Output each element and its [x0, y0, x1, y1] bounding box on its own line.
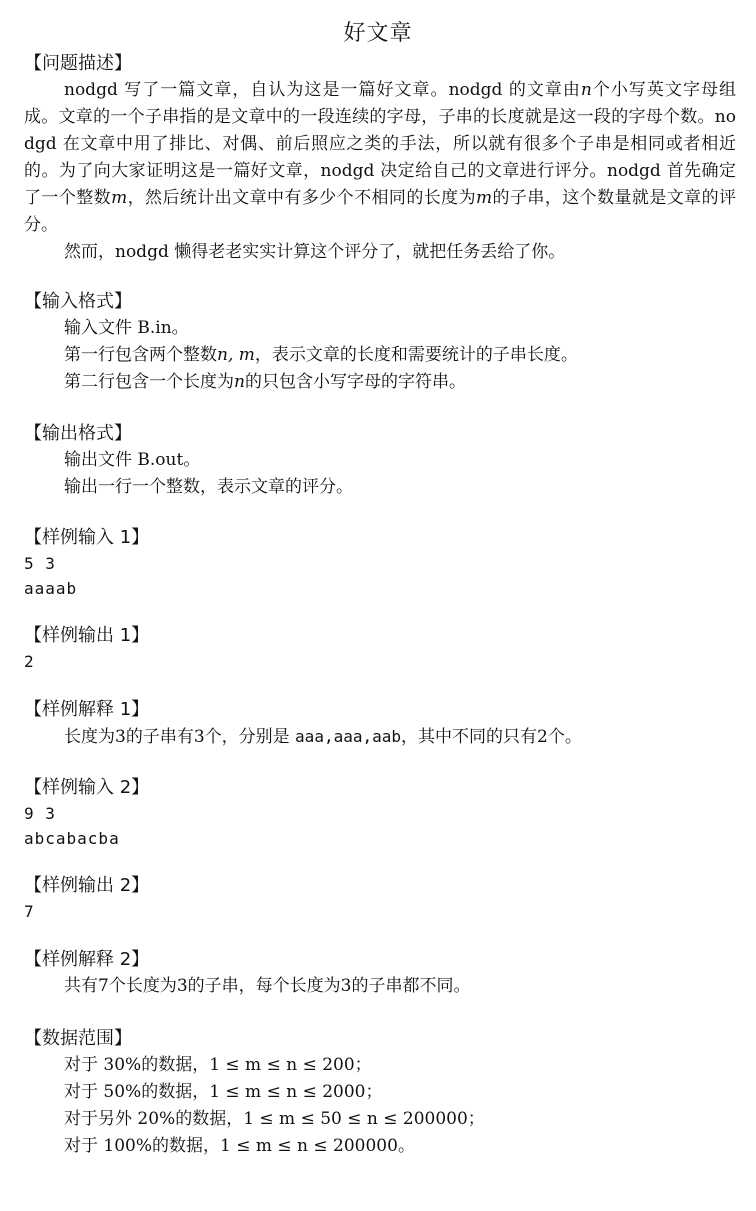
var-m-2: m: [476, 188, 493, 208]
input-line-2-desc: [24, 369, 736, 396]
input-line-1-text-b: ，表示文章的长度和需要统计的子串长度。: [254, 345, 578, 365]
description-text-d: 的子串，这个数量就是文章的评分。: [24, 188, 737, 235]
input-line-2-text-b: 的只包含小写字母的字符串。: [244, 372, 466, 392]
data-range-heading: 【数据范围】: [24, 1028, 132, 1049]
sample-output-1-line-1: 2: [24, 652, 35, 671]
input-file-line: 输入文件 B.in。: [64, 318, 189, 338]
sample-output-1-section: [24, 622, 736, 674]
input-format-heading: 【输入格式】: [24, 291, 132, 312]
var-n: n: [580, 80, 592, 100]
sample-input-2-heading: 【样例输入 2】: [24, 777, 150, 798]
data-range-line-3: 对于另外 20%的数据，1 ≤ m ≤ 50 ≤ n ≤ 200000；: [64, 1109, 485, 1129]
output-format-section: [24, 420, 736, 501]
data-range-line-2: 对于 50%的数据，1 ≤ m ≤ n ≤ 2000；: [64, 1082, 383, 1102]
input-line-1-desc: [24, 342, 736, 369]
description-heading: 【问题描述】: [24, 53, 132, 74]
page-title: 好文章: [343, 21, 413, 46]
sample-input-1-section: [24, 524, 736, 601]
sample-output-1-heading: 【样例输出 1】: [24, 625, 150, 646]
sample-explain-1-text-a: 长度为3的子串有3个，分别是: [64, 727, 296, 747]
input-line-2-var: n: [234, 372, 245, 392]
data-range-line-4: 对于 100%的数据，1 ≤ m ≤ n ≤ 200000。: [64, 1136, 415, 1156]
sample-input-2-section: [24, 774, 736, 851]
sample-output-2-section: [24, 872, 736, 924]
description-text-b: 个小写英文字母组成。文章的一个子串指的是文章中的一段连续的字母，子串的长度就是这一段的字母个数。nodgd 在文章中用了排比、对偶、前后照应之类的手法，所以就有很多个子串是相同或者相近的。为了向大家证明这是一篇好文章，nodgd 决定给自己的文章进行评分。nodgd 首先确定了一个整数: [24, 80, 737, 208]
sample-input-1-line-1: 5 3: [24, 554, 56, 573]
input-format-section: [24, 288, 736, 396]
sample-explain-1-text-b: ，其中不同的只有2个。: [401, 727, 582, 747]
sample-input-2-line-1: 9 3: [24, 804, 56, 823]
sample-explain-1-code: aaa,aaa,aab: [295, 727, 402, 746]
description-paragraph-2: 然而，nodgd 懒得老老实实计算这个评分了，就把任务丢给了你。: [64, 242, 566, 262]
input-line-1-text-a: 第一行包含两个整数: [64, 345, 217, 365]
data-range-line-1: 对于 30%的数据，1 ≤ m ≤ n ≤ 200；: [64, 1055, 372, 1075]
description-paragraph-1: [24, 77, 736, 239]
input-line-1-vars: n, m: [217, 345, 255, 365]
var-m: m: [111, 188, 128, 208]
data-range-section: [24, 1025, 736, 1160]
output-file-line: 输出文件 B.out。: [64, 450, 201, 470]
sample-explain-1-heading: 【样例解释 1】: [24, 699, 150, 720]
sample-input-1-line-2: aaaab: [24, 579, 78, 598]
description-text-a: nodgd 写了一篇文章，自认为这是一篇好文章。nodgd 的文章由: [64, 80, 581, 100]
sample-explain-2-heading: 【样例解释 2】: [24, 949, 150, 970]
sample-output-2-heading: 【样例输出 2】: [24, 875, 150, 896]
input-line-2-text-a: 第二行包含一个长度为: [64, 372, 234, 392]
output-format-heading: 【输出格式】: [24, 423, 132, 444]
sample-explain-2-text: 共有7个长度为3的子串，每个长度为3的子串都不同。: [64, 976, 471, 996]
description-section: [24, 50, 736, 266]
sample-input-1-heading: 【样例输入 1】: [24, 527, 150, 548]
output-desc-line: 输出一行一个整数，表示文章的评分。: [64, 477, 353, 497]
sample-explain-2-section: [24, 946, 736, 1000]
sample-output-2-line-1: 7: [24, 902, 35, 921]
description-text-c: ，然后统计出文章中有多少个不相同的长度为: [127, 188, 477, 208]
sample-input-2-line-2: abcabacba: [24, 829, 120, 848]
sample-explain-1-section: [24, 696, 736, 751]
sample-explain-1-text: [24, 723, 736, 751]
